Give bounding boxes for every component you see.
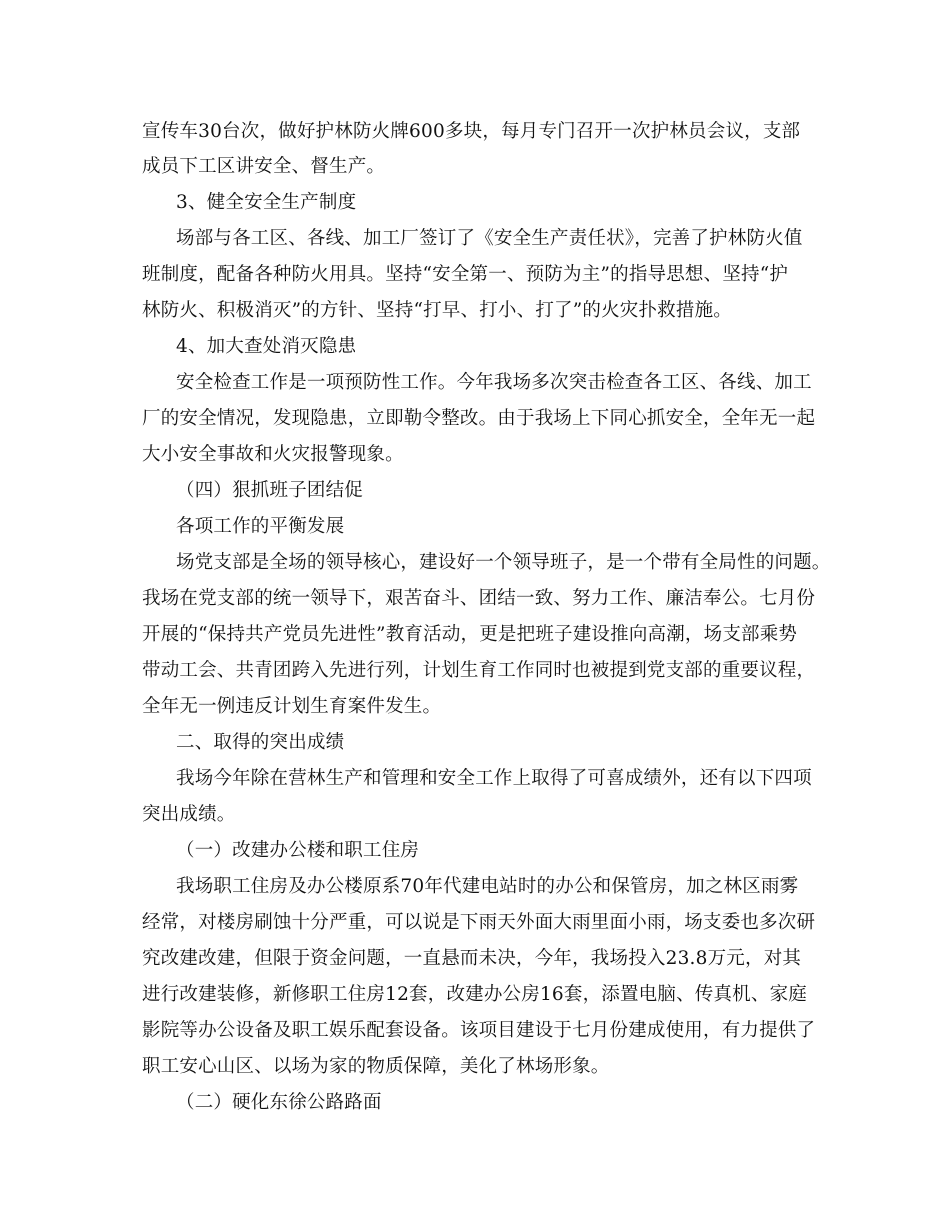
section-heading: 二、取得的突出成绩 <box>176 732 345 753</box>
body-text-line: 林防火、积极消灭”的方针、坚持“打早、打小、打了”的火灾扑救措施。 <box>142 300 732 321</box>
body-text-line: 职工安心山区、以场为家的物质保障，美化了林场形象。 <box>142 1056 610 1077</box>
body-text-line: 带动工会、共青团跨入先进行列，计划生育工作同时也被提到党支部的重要议程， <box>142 660 816 681</box>
body-text-line: 我场在党支部的统一领导下，艰苦奋斗、团结一致、努力工作、廉洁奉公。七月份 <box>142 588 816 609</box>
section-heading: 3、健全安全生产制度 <box>176 192 357 213</box>
section-heading: （二）硬化东徐公路路面 <box>176 1092 382 1113</box>
body-text-line: 场部与各工区、各线、加工厂签订了《安全生产责任状》，完善了护林防火值 <box>176 228 803 249</box>
section-heading: （四）狠抓班子团结促 <box>176 480 364 501</box>
section-heading-continued: 各项工作的平衡发展 <box>176 516 345 537</box>
body-text-line: 场党支部是全场的领导核心，建设好一个领导班子，是一个带有全局性的问题。 <box>176 552 831 573</box>
body-text-line: 究改建改建，但限于资金问题，一直悬而未决，今年，我场投入23.8万元，对其 <box>142 948 802 969</box>
body-text-line: 安全检查工作是一项预防性工作。今年我场多次突击检查各工区、各线、加工 <box>176 372 812 393</box>
body-text-line: 宣传车30台次，做好护林防火牌600多块，每月专门召开一次护林员会议，支部 <box>142 121 801 142</box>
body-text-line: 我场今年除在营林生产和管理和安全工作上取得了可喜成绩外，还有以下四项 <box>176 768 812 789</box>
body-text-line: 突出成绩。 <box>142 804 236 825</box>
body-text-line: 全年无一例违反计划生育案件发生。 <box>142 696 442 717</box>
body-text-line: 影院等办公设备及职工娱乐配套设备。该项目建设于七月份建成使用，有力提供了 <box>142 1020 816 1041</box>
body-text-line: 班制度，配备各种防火用具。坚持“安全第一、预防为主”的指导思想、坚持“护 <box>142 264 789 285</box>
body-text-line: 成员下工区讲安全、督生产。 <box>142 156 386 177</box>
section-heading: 4、加大查处消灭隐患 <box>176 336 357 357</box>
body-text-line: 我场职工住房及办公楼原系70年代建电站时的办公和保管房，加之林区雨雾 <box>176 876 799 897</box>
body-text-line: 厂的安全情况，发现隐患，立即勒令整改。由于我场上下同心抓安全，全年无一起 <box>142 408 816 429</box>
body-text-line: 经常，对楼房刷蚀十分严重，可以说是下雨天外面大雨里面小雨，场支委也多次研 <box>142 912 816 933</box>
body-text-line: 进行改建装修，新修职工住房12套，改建办公房16套，添置电脑、传真机、家庭 <box>142 984 807 1005</box>
section-heading: （一）改建办公楼和职工住房 <box>176 840 420 861</box>
body-text-line: 大小安全事故和火灾报警现象。 <box>142 444 404 465</box>
body-text-line: 开展的“保持共产党员先进性”教育活动，更是把班子建设推向高潮，场支部乘势 <box>142 624 798 645</box>
